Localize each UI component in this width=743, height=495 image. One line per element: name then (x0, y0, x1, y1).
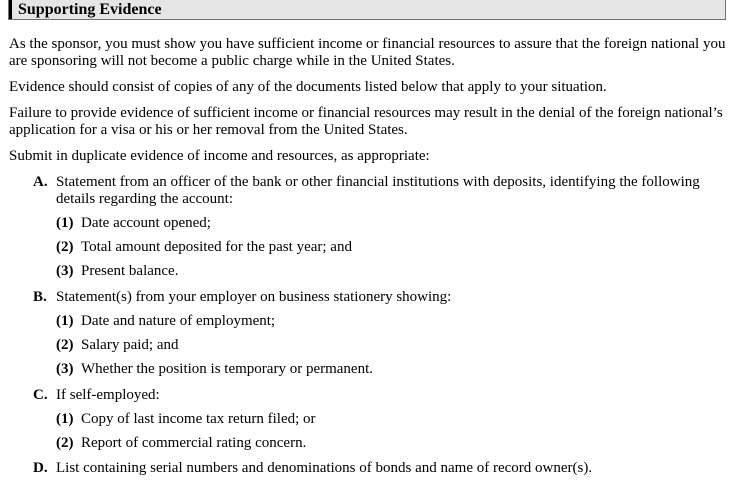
subitem-text: Copy of last income tax return filed; or (81, 411, 316, 427)
subitem-marker: (3) (56, 263, 74, 279)
subitem-marker: (2) (56, 239, 74, 255)
subitem-text: Date account opened; (81, 215, 211, 231)
list-subitem-a-3 (56, 263, 726, 280)
list-subitem-c-1 (56, 411, 726, 428)
section-title: Supporting Evidence (18, 1, 162, 18)
list-subitem-b-3 (56, 361, 726, 378)
subitem-marker: (2) (56, 435, 74, 451)
list-marker: C. (33, 387, 48, 403)
paragraph-failure-warning: Failure to provide evidence of sufficient income or financial resources may result in the denial of the foreign national’s application for a visa or his or her removal from the United States. (9, 105, 723, 138)
list-marker: A. (33, 174, 48, 190)
list-subitem-a-1 (56, 215, 726, 232)
subitem-marker: (1) (56, 411, 74, 427)
section-header (8, 0, 726, 20)
list-subitem-b-2 (56, 337, 726, 354)
subitem-marker: (1) (56, 313, 74, 329)
subitem-text: Total amount deposited for the past year; and (81, 239, 352, 255)
list-subitem-c-2 (56, 435, 726, 452)
subitem-marker: (3) (56, 361, 74, 377)
subitem-text: Date and nature of employment; (81, 313, 276, 329)
paragraph-submit-instructions: Submit in duplicate evidence of income and resources, as appropriate: (9, 148, 430, 164)
list-item-c (33, 387, 733, 404)
subitem-text: Salary paid; and (81, 337, 179, 353)
list-marker: B. (33, 289, 47, 305)
list-item-text: If self-employed: (56, 387, 160, 403)
list-marker: D. (33, 460, 48, 476)
subitem-marker: (1) (56, 215, 74, 231)
list-subitem-b-1 (56, 313, 726, 330)
paragraph-evidence-documents: Evidence should consist of copies of any of the documents listed below that apply to your situation. (9, 79, 607, 95)
subitem-marker: (2) (56, 337, 74, 353)
subitem-text: Present balance. (81, 263, 179, 279)
list-item-a (33, 174, 733, 208)
list-item-text: Statement(s) from your employer on business stationery showing: (56, 289, 452, 305)
list-item-b (33, 289, 733, 306)
subitem-text: Whether the position is temporary or permanent. (81, 361, 373, 377)
subitem-text: Report of commercial rating concern. (81, 435, 307, 451)
list-item-text: Statement from an officer of the bank or other financial institutions with deposits, identifying the following details regarding the account: (56, 174, 700, 207)
list-item-d (33, 460, 733, 477)
list-subitem-a-2 (56, 239, 726, 256)
section-header-accent (9, 0, 12, 19)
list-item-text: List containing serial numbers and denominations of bonds and name of record owner(s). (56, 460, 593, 476)
paragraph-sponsor-requirement: As the sponsor, you must show you have sufficient income or financial resources to assure that the foreign national you are sponsoring will not become a public charge while in the United States. (9, 36, 726, 69)
